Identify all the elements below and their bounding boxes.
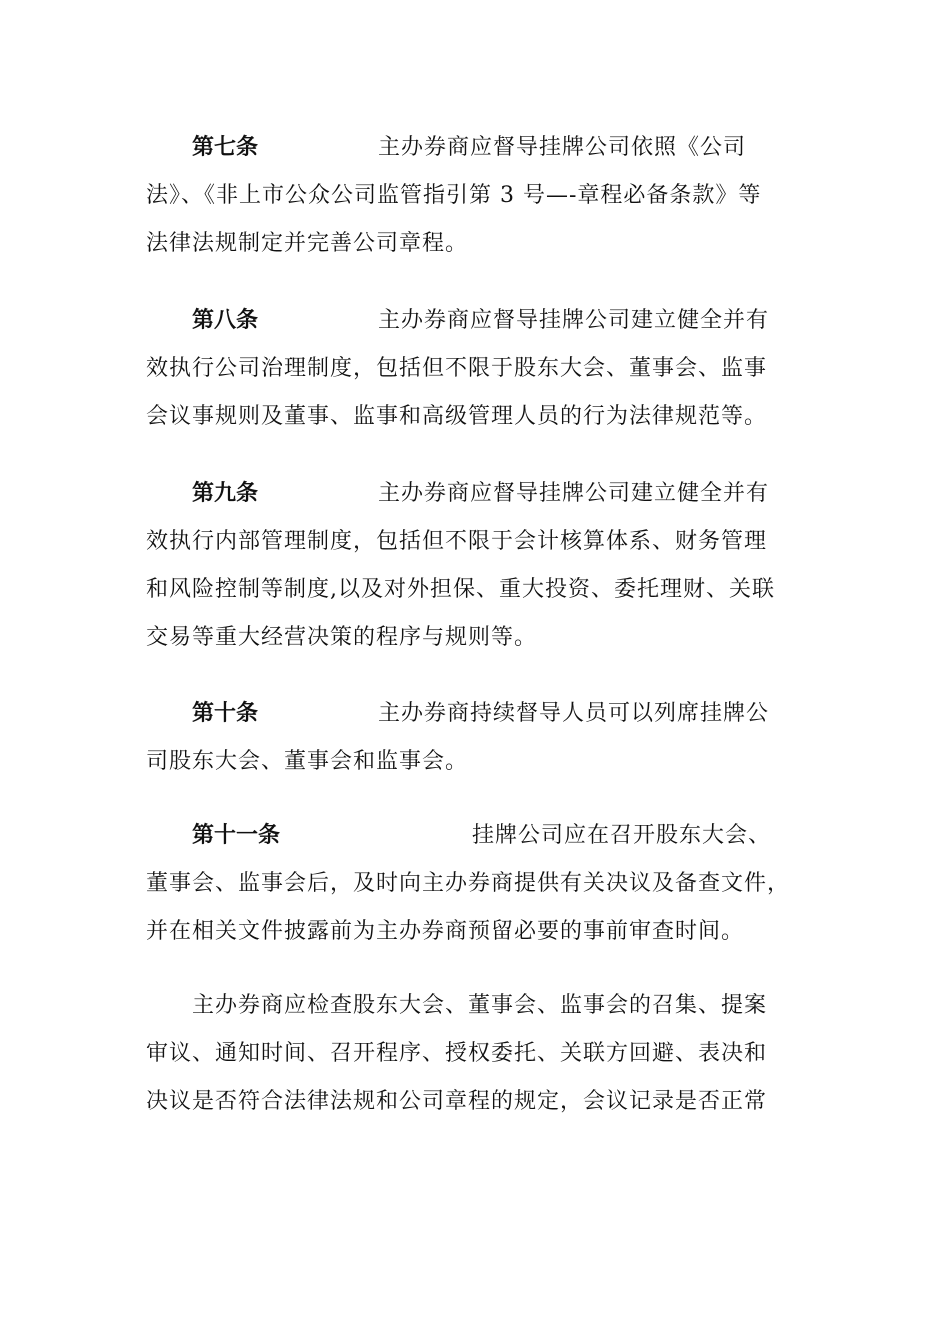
article-8	[146, 297, 808, 441]
article-text: 主办券商应督导挂牌公司建立健全并有	[378, 481, 770, 506]
article-text: 主办券商应督导挂牌公司建立健全并有	[378, 308, 770, 333]
article-line	[146, 690, 808, 738]
article-heading: 第十一条	[192, 823, 281, 848]
article-text: 主办券商持续督导人员可以列席挂牌公	[378, 701, 770, 726]
article-text: 主办券商应督导挂牌公司依照《公司	[378, 135, 747, 160]
article-line: 司股东大会、董事会和监事会。	[146, 749, 469, 774]
article-line: 法》、《非上市公众公司监管指引第 3 号—-章程必备条款》等	[146, 183, 762, 208]
article-heading: 第七条	[192, 135, 259, 160]
article-line	[146, 812, 808, 860]
article-heading: 第十条	[192, 701, 259, 726]
article-heading: 第九条	[192, 481, 259, 506]
article-line: 并在相关文件披露前为主办券商预留必要的事前审查时间。	[146, 919, 745, 944]
article-heading: 第八条	[192, 308, 259, 333]
article-line: 审议、通知时间、召开程序、授权委托、关联方回避、表决和	[146, 1041, 768, 1066]
article-11	[146, 812, 808, 956]
article-line: 和风险控制等制度,以及对外担保、重大投资、委托理财、关联	[146, 577, 775, 602]
article-line: 董事会、监事会后，及时向主办券商提供有关决议及备查文件，	[146, 871, 791, 896]
article-line: 主办券商应检查股东大会、董事会、监事会的召集、提案	[192, 993, 768, 1018]
article-line	[146, 124, 808, 172]
article-9	[146, 470, 808, 662]
article-line: 法律法规制定并完善公司章程。	[146, 231, 469, 256]
continuation-paragraph	[146, 982, 808, 1126]
article-text: 挂牌公司应在召开股东大会、	[472, 823, 772, 848]
article-line	[146, 297, 808, 345]
article-line	[146, 470, 808, 518]
article-7	[146, 124, 808, 268]
article-line: 决议是否符合法律法规和公司章程的规定，会议记录是否正常	[146, 1089, 768, 1114]
article-line: 会议事规则及董事、监事和高级管理人员的行为法律规范等。	[146, 404, 768, 429]
article-line: 交易等重大经营决策的程序与规则等。	[146, 625, 538, 650]
article-10	[146, 690, 808, 786]
article-line: 效执行公司治理制度，包括但不限于股东大会、董事会、监事	[146, 356, 768, 381]
article-line: 效执行内部管理制度，包括但不限于会计核算体系、财务管理	[146, 529, 768, 554]
